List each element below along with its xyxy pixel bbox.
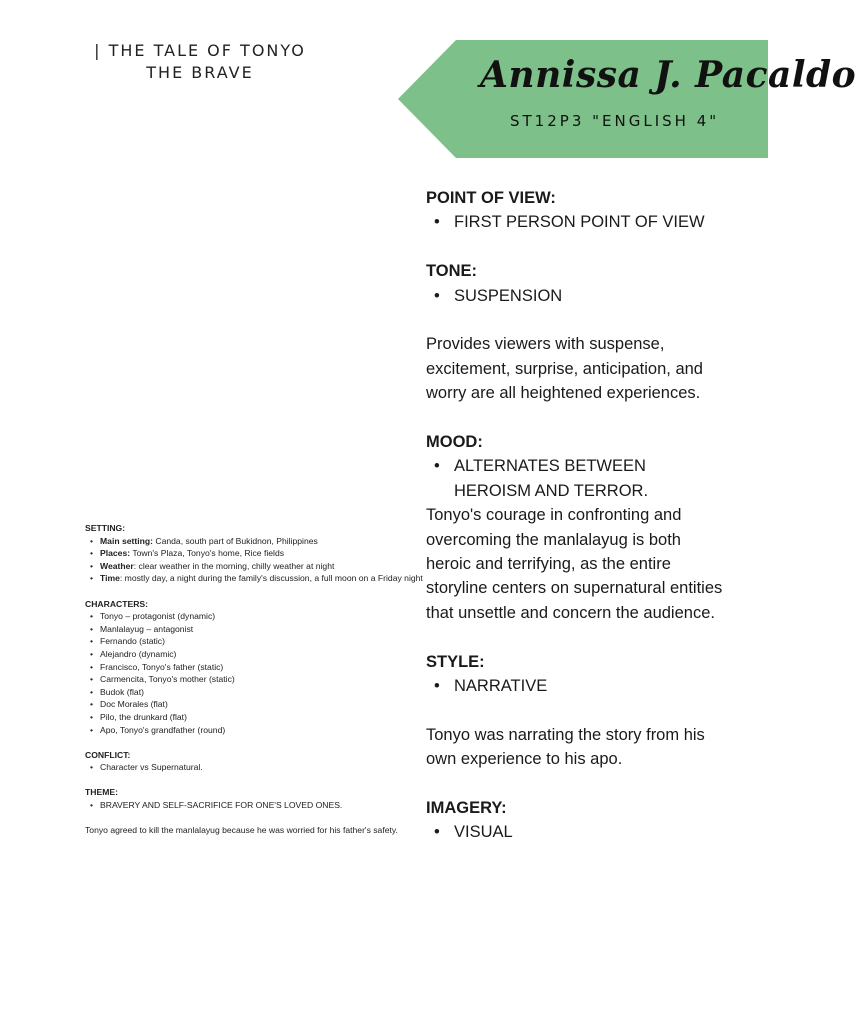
tone-heading: TONE: [426, 262, 478, 281]
setting-item: • Places: Town's Plaza, Tonyo's home, Rice fields [100, 547, 465, 560]
mood-list [426, 454, 726, 503]
setting-item: • Main setting: Canda, south part of Bukidnon, Philippines [100, 535, 465, 548]
name-banner [398, 40, 856, 158]
pov-item: • FIRST PERSON POINT OF VIEW [454, 210, 726, 234]
theme-heading: THEME: [85, 787, 118, 798]
setting-item: • Weather: clear weather in the morning, chilly weather at night [100, 560, 465, 573]
character-item: • Alejandro (dynamic) [100, 648, 465, 661]
conflict-list [85, 761, 465, 774]
imagery-item: • VISUAL [454, 820, 726, 844]
author-name: Annissa J. Pacaldo [480, 54, 856, 96]
course-label: ST12P3 "ENGLISH 4" [510, 112, 720, 130]
pov-list [426, 210, 726, 234]
character-item: • Carmencita, Tonyo's mother (static) [100, 673, 465, 686]
characters-heading: CHARACTERS: [85, 598, 149, 609]
title-line-2: THE BRAVE [146, 63, 254, 82]
document-title [80, 40, 320, 84]
characters-list [85, 610, 465, 736]
character-item: • Doc Morales (flat) [100, 698, 465, 711]
conflict-heading: CONFLICT: [85, 749, 131, 760]
theme-list [85, 799, 465, 812]
theme-item: • BRAVERY AND SELF-SACRIFICE FOR ONE'S LOVED ONES. [100, 799, 465, 812]
style-heading: STYLE: [426, 652, 485, 671]
mood-description: Tonyo's courage in confronting and overcoming the manlalayug is both heroic and terrifying, as the entire storyline centers on supernatural entities that unsettle and concern the audience. [426, 506, 723, 622]
style-list [426, 674, 726, 698]
character-item: • Tonyo – protagonist (dynamic) [100, 610, 465, 623]
character-item: • Apo, Tonyo's grandfather (round) [100, 724, 465, 737]
title-line-1: | THE TALE OF TONYO [94, 41, 306, 60]
theme-description: Tonyo agreed to kill the manlalayug because he was worried for his father's safety. [85, 825, 398, 836]
pov-heading: POINT OF VIEW: [426, 189, 556, 207]
story-notes [85, 522, 465, 837]
mood-heading: MOOD: [426, 433, 483, 452]
analysis-column [426, 186, 726, 845]
imagery-list [426, 820, 726, 844]
setting-heading: SETTING: [85, 523, 126, 533]
tone-description: Provides viewers with suspense, excitement, surprise, anticipation, and worry are all heightened experiences. [426, 335, 703, 403]
character-item: • Fernando (static) [100, 635, 465, 648]
character-item: • Pilo, the drunkard (flat) [100, 711, 465, 724]
imagery-heading: IMAGERY: [426, 799, 507, 818]
character-item: • Manlalayug – antagonist [100, 623, 465, 636]
setting-list [85, 535, 465, 585]
conflict-item: • Character vs Supernatural. [100, 761, 465, 774]
tone-list [426, 284, 726, 308]
style-description: Tonyo was narrating the story from his own experience to his apo. [426, 725, 705, 769]
mood-item: • ALTERNATES BETWEEN HEROISM AND TERROR. [454, 454, 726, 503]
style-item: • NARRATIVE [454, 674, 726, 698]
character-item: • Budok (flat) [100, 686, 465, 699]
tone-item: • SUSPENSION [454, 284, 726, 308]
setting-item: • Time: mostly day, a night during the family's discussion, a full moon on a Friday night [100, 572, 465, 585]
character-item: • Francisco, Tonyo's father (static) [100, 661, 465, 674]
